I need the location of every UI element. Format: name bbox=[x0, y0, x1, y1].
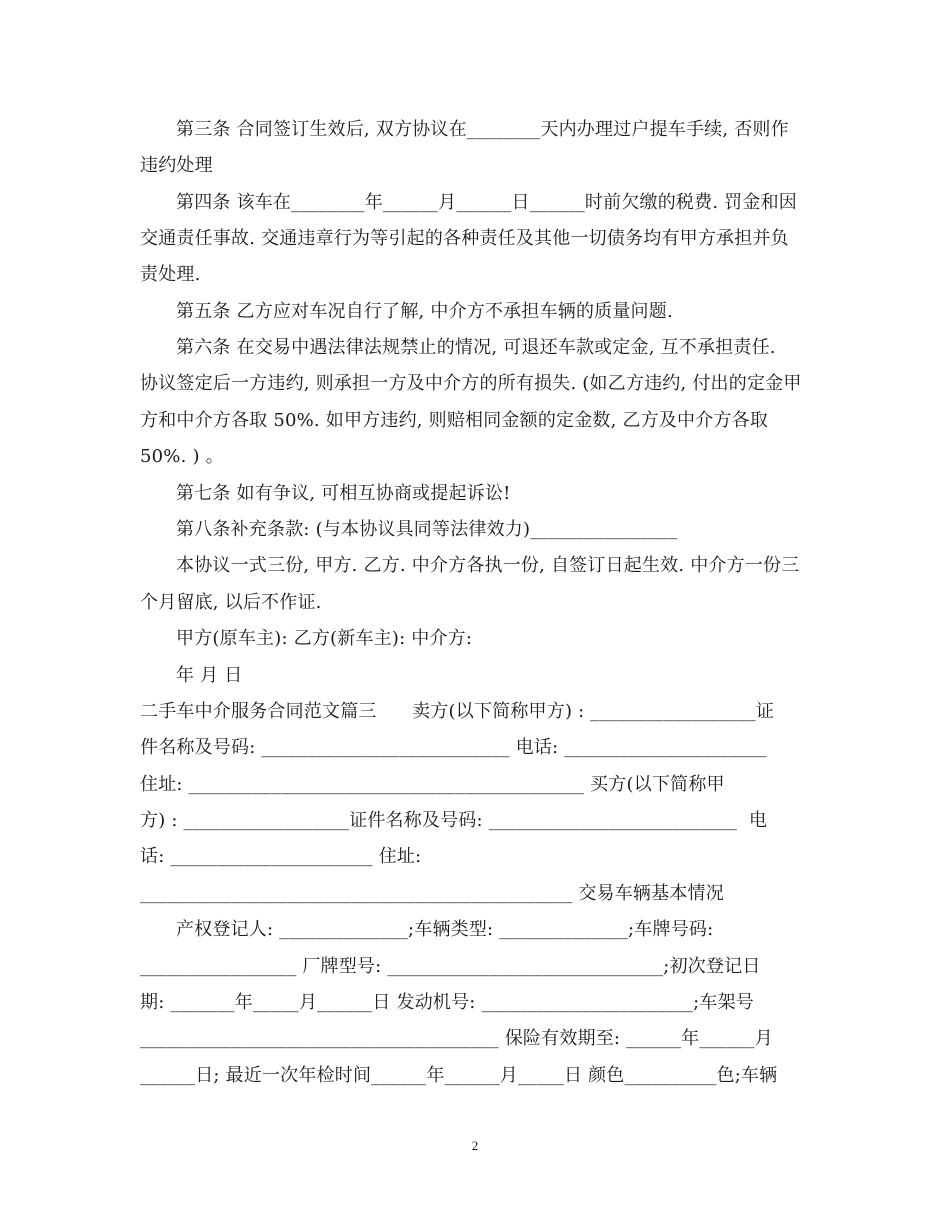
clause-4-line-1: 第四条 该车在________年______月______日______时前欠缴的税费. 罚金和因 bbox=[176, 192, 797, 213]
copies-line-1: 本协议一式三份, 甲方. 乙方. 中介方各执一份, 自签订日起生效. 中介方一份三 bbox=[176, 555, 800, 576]
date-line: 年 月 日 bbox=[176, 665, 243, 686]
vehicle-engine-line: 期: _______年_____月______日 发动机号: _______________________;车架号 bbox=[140, 992, 754, 1013]
vehicle-model-line: _________________ 厂牌型号: ______________________________;初次登记日 bbox=[140, 956, 761, 977]
vehicle-inspection-line: ______日; 最近一次年检时间______年______月_____日 颜色__________色;车辆 bbox=[140, 1065, 778, 1086]
vehicle-insurance-line: _______________________________________ 保险有效期至: ______年______月 bbox=[140, 1028, 773, 1049]
vehicle-info-heading-line: _______________________________________________ 交易车辆基本情况 bbox=[140, 883, 724, 904]
clause-3-line-1: 第三条 合同签订生效后, 双方协议在________天内办理过户提车手续, 否则作 bbox=[176, 119, 789, 140]
buyer-id-line: 方) : __________________证件名称及号码: ___________________________ 电 bbox=[140, 810, 768, 831]
clause-5-line: 第五条 乙方应对车况自行了解, 中介方不承担车辆的质量问题. bbox=[176, 301, 673, 322]
clause-4-line-3: 责处理. bbox=[140, 264, 201, 285]
clause-6-line-4: 50%. ) 。 bbox=[140, 446, 224, 467]
clause-3-line-2: 违约处理 bbox=[140, 155, 213, 176]
buyer-phone-line: 话: ______________________ 住址: bbox=[140, 846, 422, 867]
clause-6-line-2: 协议签定后一方违约, 则承担一方及中介方的所有损失. (如乙方违约, 付出的定金甲 bbox=[140, 373, 802, 394]
clause-7-line: 第七条 如有争议, 可相互协商或提起诉讼! bbox=[176, 483, 511, 504]
vehicle-owner-line: 产权登记人: ______________;车辆类型: ______________;车牌号码: bbox=[176, 919, 714, 940]
seller-address-line: 住址: ___________________________________________ 买方(以下简称甲 bbox=[140, 774, 725, 795]
signature-parties-line: 甲方(原车主): 乙方(新车主): 中介方: bbox=[176, 628, 473, 649]
clause-6-line-1: 第六条 在交易中遇法律法规禁止的情况, 可退还车款或定金, 互不承担责任. bbox=[176, 337, 776, 358]
copies-line-2: 个月留底, 以后不作证. bbox=[140, 592, 322, 613]
clause-4-line-2: 交通责任事故. 交通违章行为等引起的各种责任及其他一切债务均有甲方承担并负 bbox=[140, 228, 789, 249]
page-number: 2 bbox=[471, 1138, 479, 1153]
contract-3-title-line: 二手车中介服务合同范文篇三 卖方(以下简称甲方) : __________________证 bbox=[140, 701, 775, 722]
clause-8-line: 第八条补充条款: (与本协议具同等法律效力)________________ bbox=[176, 519, 678, 540]
clause-6-line-3: 方和中介方各取 50%. 如甲方违约, 则赔相同金额的定金数, 乙方及中介方各取 bbox=[140, 410, 769, 431]
seller-id-line: 件名称及号码: ___________________________ 电话: ______________________ bbox=[140, 737, 767, 758]
